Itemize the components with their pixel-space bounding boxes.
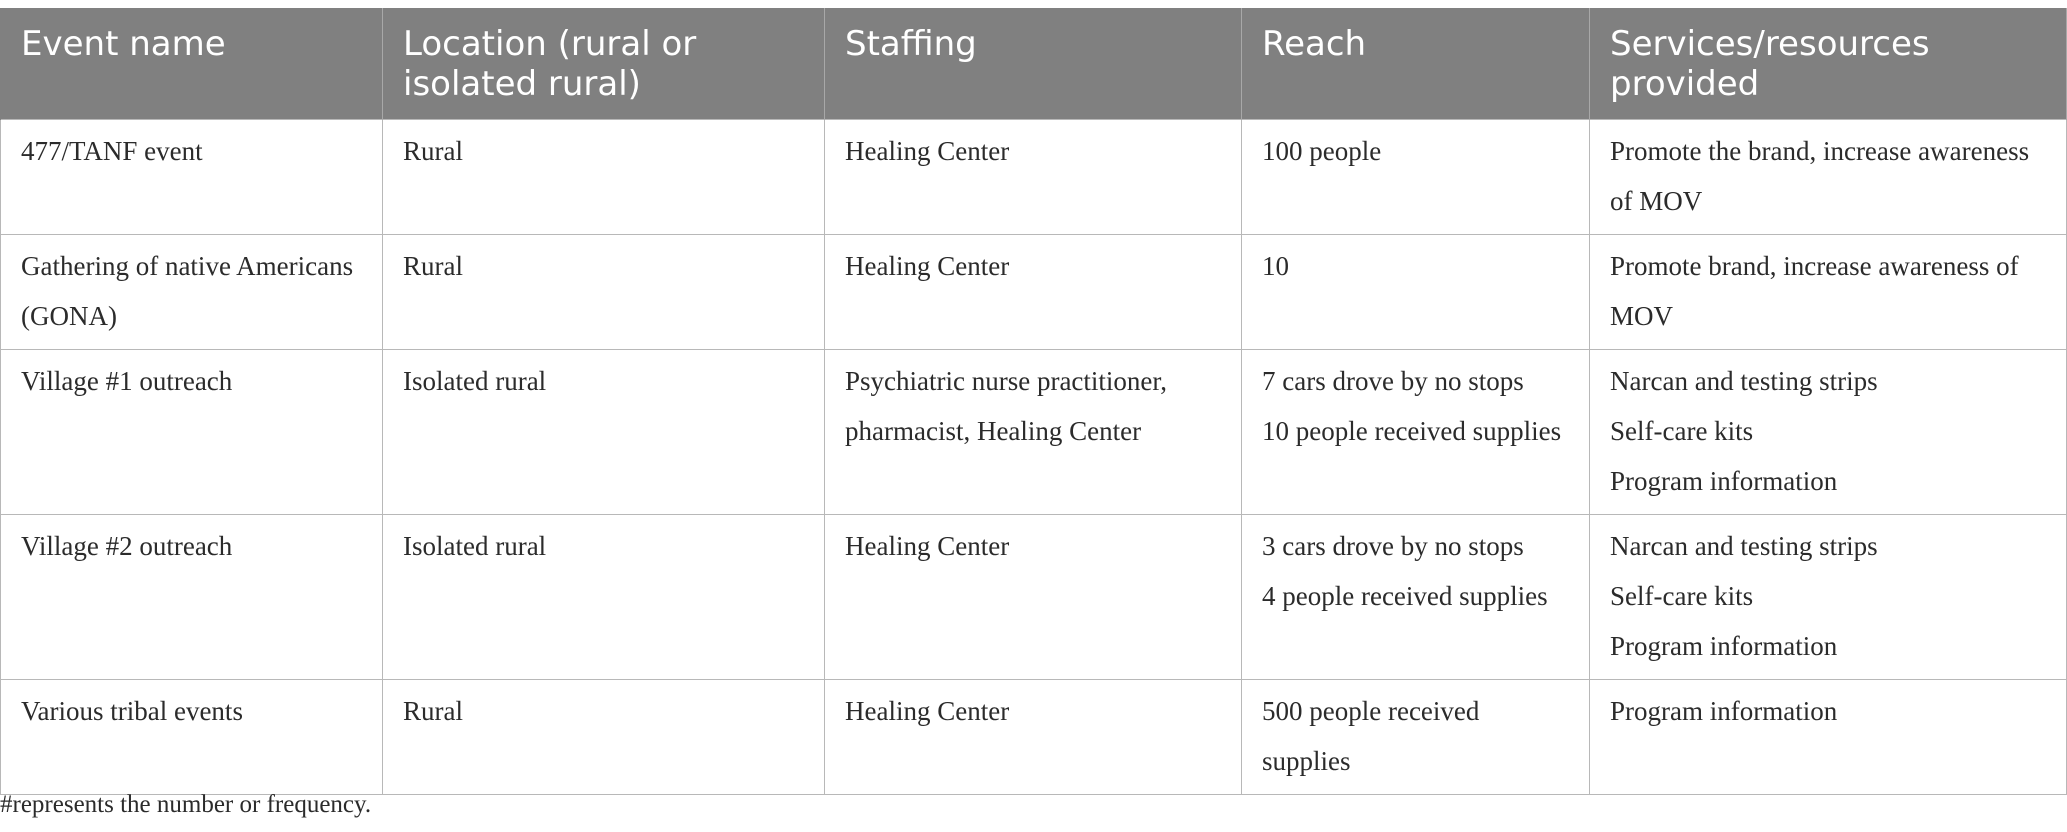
header-row (1, 8, 2067, 120)
header-reach: Reach (1242, 8, 1590, 120)
cell-event-name (1, 680, 383, 795)
cell-text: 100 people (1262, 136, 1382, 166)
events-table (0, 8, 2067, 795)
cell-location (383, 120, 825, 235)
table-row (1, 515, 2067, 680)
cell-text: 3 cars drove by no stops (1262, 531, 1524, 561)
cell-text: 7 cars drove by no stops (1262, 366, 1524, 396)
cell-text: Program information (1610, 466, 1838, 496)
table-footnote: #represents the number or frequency. (0, 791, 372, 818)
cell-staffing (825, 350, 1242, 515)
cell-text: Rural (403, 251, 463, 281)
cell-reach (1242, 235, 1590, 350)
header-services: Services/resources provided (1590, 8, 2067, 120)
cell-staffing (825, 680, 1242, 795)
cell-text: Village #2 outreach (21, 531, 233, 561)
cell-text: Isolated rural (403, 366, 547, 396)
cell-text: Various tribal events (21, 696, 243, 726)
cell-text: Healing Center (845, 696, 1010, 726)
table-row (1, 680, 2067, 795)
cell-text: 500 people received supplies (1262, 696, 1480, 776)
table-header (1, 8, 2067, 120)
cell-location (383, 350, 825, 515)
cell-staffing (825, 120, 1242, 235)
cell-services (1590, 350, 2067, 515)
cell-event-name (1, 120, 383, 235)
cell-text: Village #1 outreach (21, 366, 233, 396)
cell-text: Healing Center (845, 136, 1010, 166)
cell-text: Promote the brand, increase awareness of MOV (1610, 136, 2030, 216)
table-row (1, 350, 2067, 515)
cell-text: Program information (1610, 631, 1838, 661)
cell-location (383, 680, 825, 795)
header-event-name: Event name (1, 8, 383, 120)
data-table-container (0, 8, 2066, 795)
cell-reach (1242, 515, 1590, 680)
cell-text: 10 (1262, 251, 1289, 281)
cell-services (1590, 120, 2067, 235)
cell-location (383, 235, 825, 350)
cell-staffing (825, 235, 1242, 350)
cell-text: Promote brand, increase awareness of MOV (1610, 251, 2019, 331)
cell-text: 10 people received supplies (1262, 416, 1562, 446)
cell-text: Rural (403, 136, 463, 166)
cell-text: Healing Center (845, 531, 1010, 561)
cell-text: Gathering of native Americans (GONA) (21, 251, 354, 331)
cell-text: Program information (1610, 696, 1838, 726)
cell-services (1590, 515, 2067, 680)
cell-text: Narcan and testing strips (1610, 366, 1878, 396)
cell-location (383, 515, 825, 680)
cell-text: Rural (403, 696, 463, 726)
cell-services (1590, 680, 2067, 795)
cell-text: Healing Center (845, 251, 1010, 281)
cell-text: 4 people received supplies (1262, 581, 1548, 611)
cell-reach (1242, 120, 1590, 235)
cell-event-name (1, 350, 383, 515)
cell-text: Isolated rural (403, 531, 547, 561)
cell-text: Narcan and testing strips (1610, 531, 1878, 561)
cell-event-name (1, 515, 383, 680)
cell-event-name (1, 235, 383, 350)
table-row (1, 235, 2067, 350)
cell-text: Self-care kits (1610, 416, 1754, 446)
cell-reach (1242, 680, 1590, 795)
cell-text: Psychiatric nurse practitioner, pharmacist, Healing Center (845, 366, 1168, 446)
cell-text: Self-care kits (1610, 581, 1754, 611)
table-row (1, 120, 2067, 235)
table-body (1, 120, 2067, 795)
cell-reach (1242, 350, 1590, 515)
cell-staffing (825, 515, 1242, 680)
header-location: Location (rural or isolated rural) (383, 8, 825, 120)
header-staffing: Staffing (825, 8, 1242, 120)
cell-services (1590, 235, 2067, 350)
cell-text: 477/TANF event (21, 136, 203, 166)
